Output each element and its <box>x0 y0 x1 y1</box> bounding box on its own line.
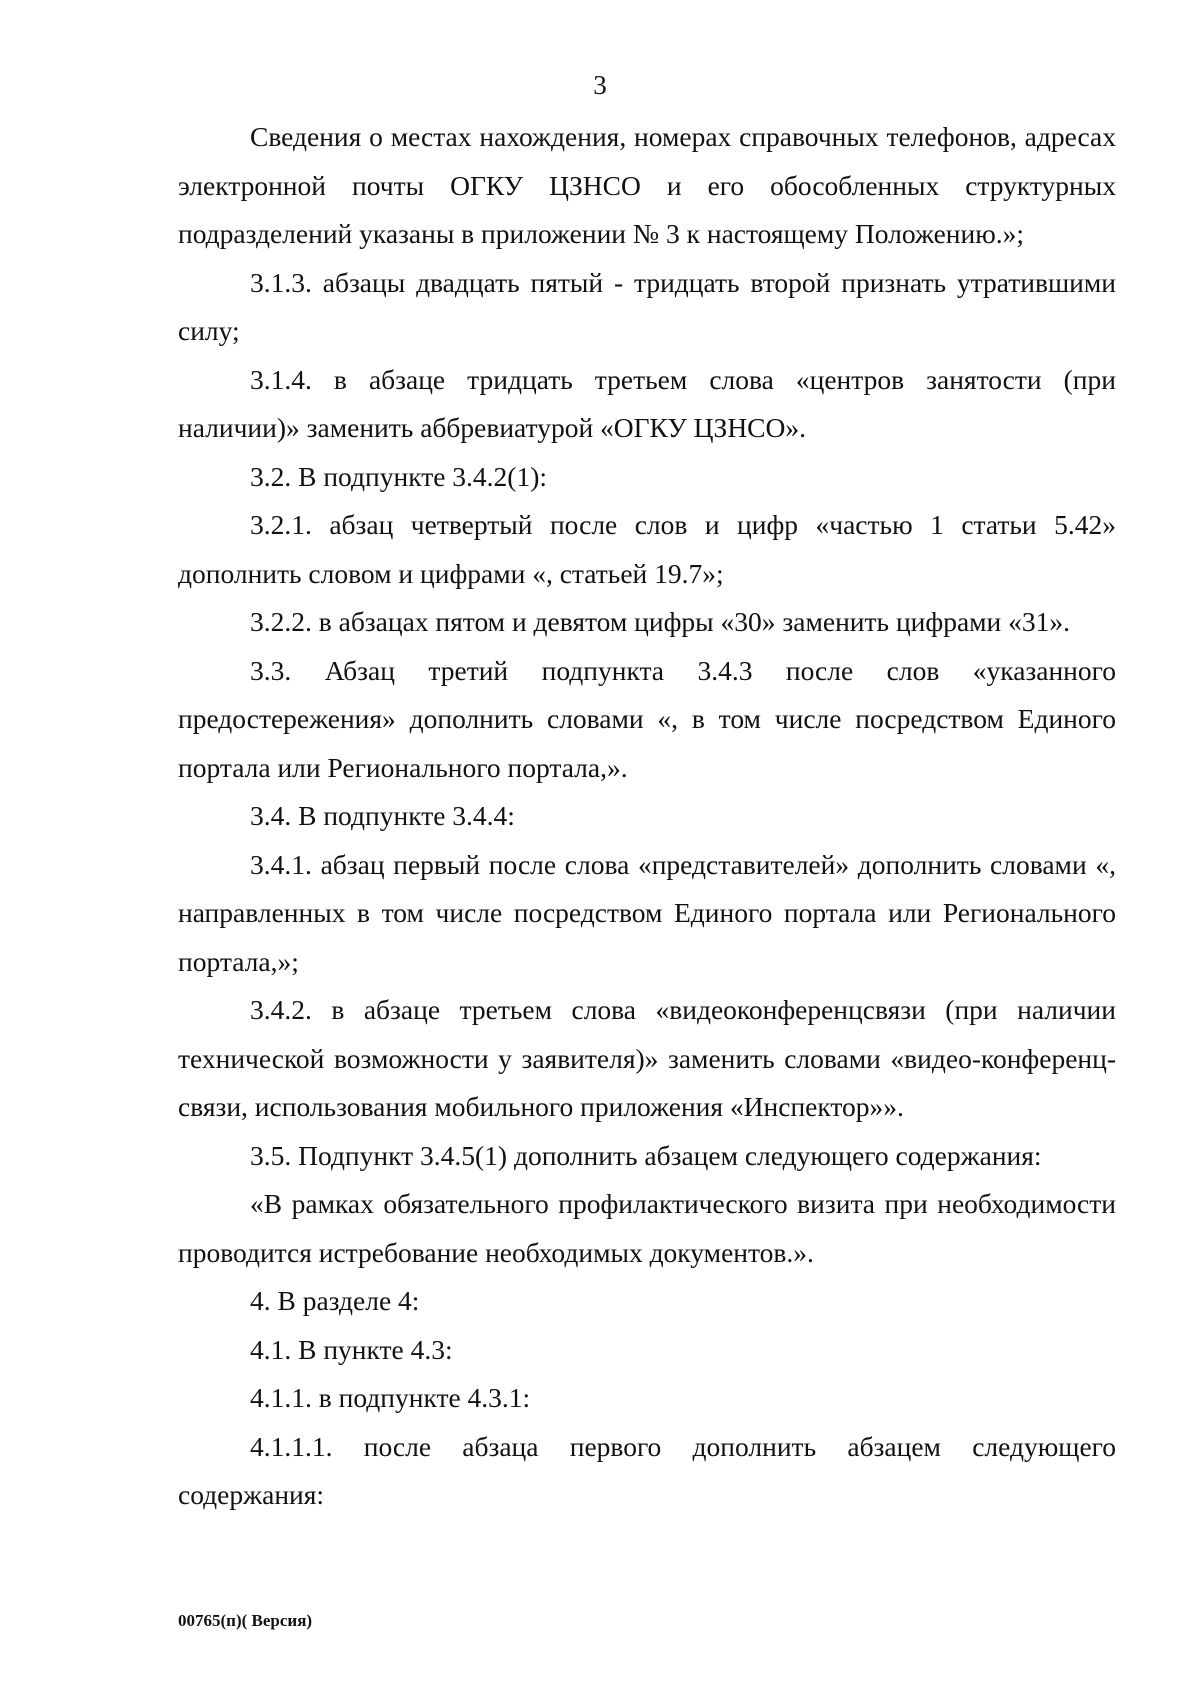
paragraph: Сведения о местах нахождения, номерах справочных телефонов, адресах электронной почты ОГКУ ЦЗНСО и его обособленных структурных подразделений указаны в приложении № 3 к настоящему Положению.»; <box>178 121 1116 249</box>
paragraph: 3.3. Абзац третий подпункта 3.4.3 после слов «указанного предостережения» дополнить словами «, в том числе посредством Единого портала или Регионального портала,». <box>178 654 1116 783</box>
paragraph: 3.4. В подпункте 3.4.4: <box>250 800 515 831</box>
paragraph: «В рамках обязательного профилактического визита при необходимости проводится истребование необходимых документов.». <box>178 1188 1116 1268</box>
paragraph: 4.1.1.1. после абзаца первого дополнить абзацем следующего содержания: <box>178 1430 1116 1510</box>
paragraph: 4.1. В пункте 4.3: <box>250 1333 453 1365</box>
paragraph: 3.5. Подпункт 3.4.5(1) дополнить абзацем следующего содержания: <box>250 1139 1042 1171</box>
paragraph: 3.2.1. абзац четвертый после слов и цифр «частью 1 статьи 5.42» дополнить словом и цифрами «, статьей 19.7»; <box>178 509 1116 589</box>
paragraph: 4.1.1. в подпункте 4.3.1: <box>250 1382 531 1413</box>
paragraph: 4. В разделе 4: <box>250 1285 420 1316</box>
paragraph: 3.1.4. в абзаце тридцать третьем слова «центров занятости (при наличии)» заменить аббревиатурой «ОГКУ ЦЗНСО». <box>178 363 1116 443</box>
document-code-footer: 00765(п)( Версия) <box>178 1611 313 1630</box>
paragraph: 3.4.1. абзац первый после слова «представителей» дополнить словами «, направленных в том числе посредством Единого портала или Регионального портала,»; <box>178 848 1116 977</box>
paragraph: 3.1.3. абзацы двадцать пятый - тридцать второй признать утратившими силу; <box>178 266 1116 346</box>
page-number: 3 <box>593 70 607 100</box>
document-body <box>178 113 1116 1520</box>
paragraph: 3.4.2. в абзаце третьем слова «видеоконференцсвязи (при наличии технической возможности у заявителя)» заменить словами «видео-конференц-связи, использования мобильного приложения «Инспектор»». <box>178 994 1116 1122</box>
paragraph: 3.2.2. в абзацах пятом и девятом цифры «30» заменить цифрами «31». <box>250 606 1071 637</box>
paragraph: 3.2. В подпункте 3.4.2(1): <box>250 460 547 492</box>
